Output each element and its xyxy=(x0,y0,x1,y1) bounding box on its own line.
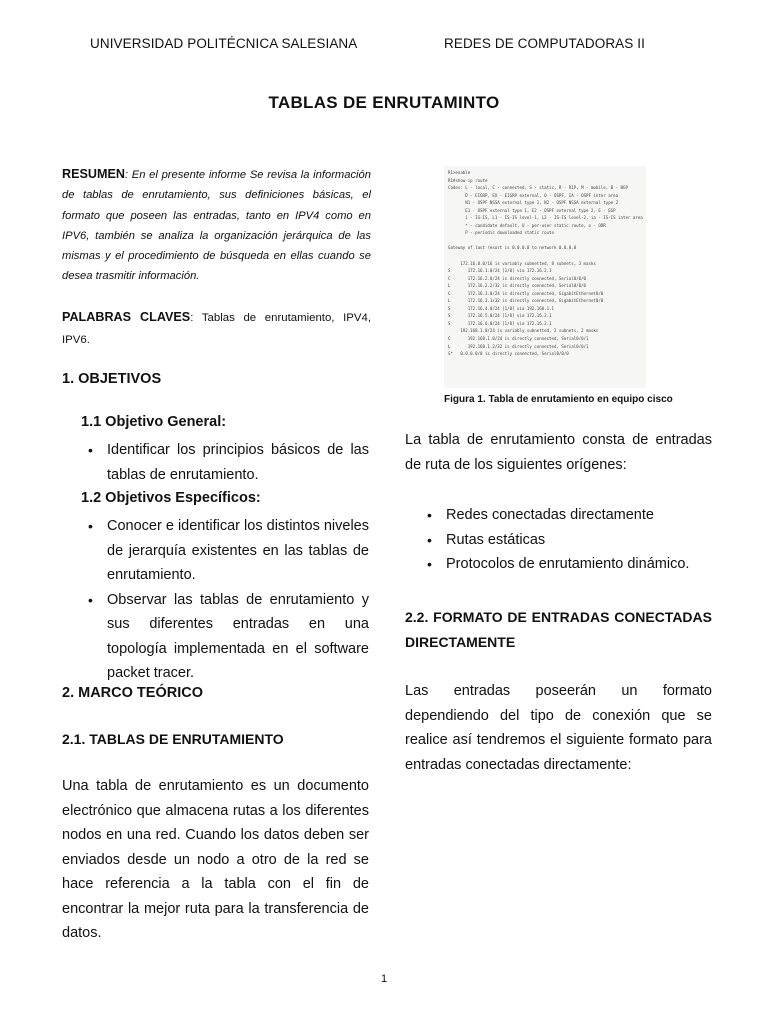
terminal-line: 172.16.0.0/16 is variably subnetted, 8 subnets, 3 masks xyxy=(448,260,596,266)
terminal-line: Codes: L - local, C - connected, S - static, R - RIP, M - mobile, B - BGP xyxy=(448,185,628,191)
terminal-line: C 172.16.3.0/24 is directly connected, GigabitEthernet0/0 xyxy=(448,290,604,296)
terminal-line: S 172.16.6.0/24 [1/0] via 172.16.2.1 xyxy=(448,320,552,326)
list-item: • Redes conectadas directamente xyxy=(420,503,720,528)
list-item: • Conocer e identificar los distintos niveles de jerarquía existentes en las tablas de enrutamiento. xyxy=(81,514,369,588)
terminal-line: L 192.168.1.2/32 is directly connected, Serial0/0/1 xyxy=(448,343,589,349)
terminal-line: S* 0.0.0.0/0 is directly connected, Serial0/0/0 xyxy=(448,351,569,357)
specific-objectives-list xyxy=(81,514,369,686)
terminal-line: D - EIGRP, EX - EIGRP external, O - OSPF, IA - OSPF inter area xyxy=(448,192,619,198)
terminal-line xyxy=(448,237,642,245)
connected-entries-paragraph: Las entradas poseerán un formato dependiendo del tipo de conexión que se realice así tendremos el siguiente formato para entradas conectadas directamente: xyxy=(405,683,712,773)
terminal-line: R1>enable xyxy=(448,170,471,175)
header-university: UNIVERSIDAD POLITÉCNICA SALESIANA xyxy=(90,36,358,51)
terminal-line: S 172.16.5.0/24 [1/0] via 172.16.2.1 xyxy=(448,313,552,319)
terminal-line: N1 - OSPF NSSA external type 1, N2 - OSPF NSSA external type 2 xyxy=(448,200,619,206)
terminal-line: i - IS-IS, L1 - IS-IS level-1, L2 - IS-IS level-2, ia - IS-IS inter area xyxy=(448,215,643,221)
routing-tables-heading: 2.1. TABLAS DE ENRUTAMIENTO xyxy=(62,731,284,747)
terminal-line xyxy=(448,252,642,260)
list-item: • Protocolos de enrutamiento dinámico. xyxy=(420,552,720,577)
terminal-line: P - periodic downloaded static route xyxy=(448,230,554,236)
routing-table-figure xyxy=(444,166,646,388)
keywords xyxy=(62,306,371,351)
theory-heading: 2. MARCO TEÓRICO xyxy=(62,685,203,701)
keywords-text: : Tablas de enrutamiento, IPV4, IPV6. xyxy=(62,312,371,346)
general-objectives-list xyxy=(81,438,369,487)
origins-list xyxy=(420,503,720,577)
terminal-line: R1#show ip route xyxy=(448,177,488,183)
terminal-line: E1 - OSPF external type 1, E2 - OSPF external type 2, E - EGP xyxy=(448,207,616,213)
document-title: TABLAS DE ENRUTAMINTO xyxy=(268,93,500,112)
terminal-line: * - candidate default, U - per-user static route, o - ODR xyxy=(448,222,606,228)
routing-tables-paragraph: Una tabla de enrutamiento es un documento electrónico que almacena rutas a los diferentes nodos en una red. Cuando los datos deben ser enviados desde un nodo a otro de la red se hace referencia a la tabla con el fin de encontrar la mejor ruta para la transferencia de datos. xyxy=(62,778,369,941)
terminal-line: L 172.16.3.1/32 is directly connected, GigabitEthernet0/0 xyxy=(448,298,604,304)
abstract-label: RESUMEN xyxy=(62,167,125,181)
terminal-line: 192.168.1.0/24 is variably subnetted, 2 subnets, 2 masks xyxy=(448,328,599,334)
list-item: • Identificar los principios básicos de las tablas de enrutamiento. xyxy=(81,438,369,487)
list-item: • Observar las tablas de enrutamiento y sus diferentes entradas en una topología implementada en el software packet tracer. xyxy=(81,588,369,686)
terminal-line: C 192.168.1.0/24 is directly connected, Serial0/0/1 xyxy=(448,336,589,342)
connected-entries-heading: 2.2. FORMATO DE ENTRADAS CONECTADAS DIRECTAMENTE xyxy=(405,609,712,650)
keywords-label: PALABRAS CLAVES xyxy=(62,310,191,324)
terminal-line: S 172.16.4.0/24 [1/0] via 192.168.1.1 xyxy=(448,305,554,311)
header-course: REDES DE COMPUTADORAS II xyxy=(444,36,645,51)
terminal-line: S 172.16.1.0/24 [1/0] via 172.16.2.1 xyxy=(448,268,552,274)
list-item: • Rutas estáticas xyxy=(420,528,720,553)
specific-objectives-heading: 1.2 Objetivos Específicos: xyxy=(81,490,261,506)
abstract-text: : En el presente informe Se revisa la información de tablas de enrutamiento, sus definiciones básicas, el formato que poseen las entradas, tanto en IPV4 como en IPV6, también se analiza la organización jerárquica de las mismas y el procedimiento de búsqueda en ellas cuando se desea trasmitir información. xyxy=(62,169,371,283)
terminal-line: C 172.16.2.0/24 is directly connected, Serial0/0/0 xyxy=(448,275,587,281)
objectives-heading: 1. OBJETIVOS xyxy=(62,371,162,387)
abstract xyxy=(62,164,371,287)
general-objective-heading: 1.1 Objetivo General: xyxy=(81,414,227,430)
page-number: 1 xyxy=(380,973,388,985)
terminal-line: Gateway of last resort is 0.0.0.0 to network 0.0.0.0 xyxy=(448,245,577,251)
terminal-line: L 172.16.2.2/32 is directly connected, Serial0/0/0 xyxy=(448,283,587,289)
origins-intro: La tabla de enrutamiento consta de entradas de ruta de los siguientes orígenes: xyxy=(405,432,712,473)
figure-caption: Figura 1. Tabla de enrutamiento en equipo cisco xyxy=(444,394,673,405)
